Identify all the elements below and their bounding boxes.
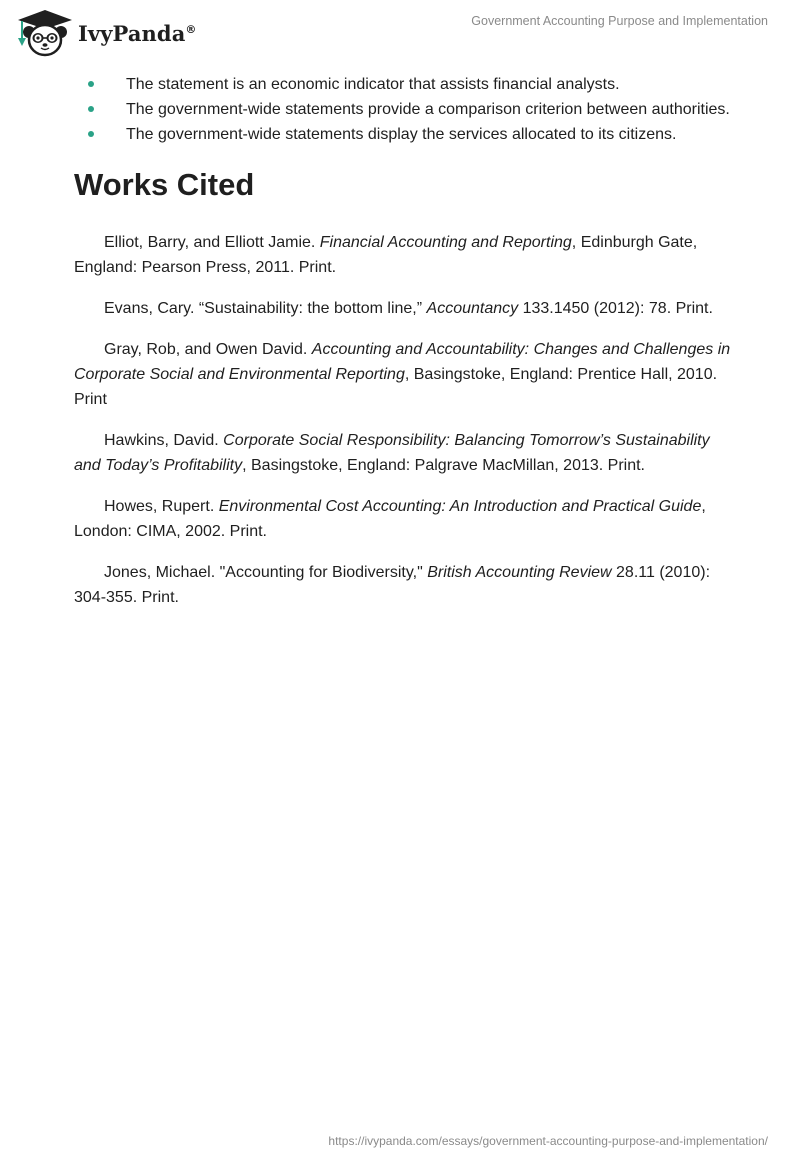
list-item-text: The government-wide statements provide a comparison criterion between authorities. <box>126 101 730 118</box>
panda-graduate-icon <box>14 8 76 58</box>
reference-author: Elliot, Barry, and Elliott Jamie. <box>104 234 320 251</box>
reference-author: Gray, Rob, and Owen David. <box>104 341 312 358</box>
list-item <box>74 72 734 97</box>
reference-details: , Basingstoke, England: Prentice Hall, 2010. Print <box>74 366 718 408</box>
reference-details: , Basingstoke, England: Palgrave MacMillan, 2013. Print. <box>242 457 645 474</box>
reference-details: 28.11 (2010): 304-355. Print. <box>74 564 711 606</box>
reference-entry <box>74 428 734 478</box>
list-item-text: The statement is an economic indicator that assists financial analysts. <box>126 76 620 93</box>
reference-title: British Accounting Review <box>427 564 612 581</box>
reference-author: Evans, Cary. “Sustainability: the bottom line,” <box>104 300 427 317</box>
reference-author: Jones, Michael. "Accounting for Biodiversity," <box>104 564 428 581</box>
list-item <box>74 122 734 147</box>
reference-details: 133.1450 (2012): 78. Print. <box>518 300 713 317</box>
list-item-text: The government-wide statements display the services allocated to its citizens. <box>126 126 677 143</box>
reference-title: Financial Accounting and Reporting <box>319 234 572 251</box>
reference-author: Howes, Rupert. <box>104 498 219 515</box>
reference-entry <box>74 296 734 321</box>
works-cited-heading: Works Cited <box>74 167 255 202</box>
source-url-link[interactable]: https://ivypanda.com/essays/government-accounting-purpose-and-implementation/ <box>328 1134 768 1148</box>
bullet-list <box>74 72 734 147</box>
reference-title: Accountancy <box>426 300 519 317</box>
reference-author: Hawkins, David. <box>104 432 224 449</box>
ivypanda-logo[interactable] <box>14 8 197 58</box>
reference-entry <box>74 337 734 412</box>
reference-title: Environmental Cost Accounting: An Introduction and Practical Guide <box>218 498 702 515</box>
reference-details: , London: CIMA, 2002. Print. <box>74 498 706 540</box>
registered-mark: ® <box>185 22 197 36</box>
reference-details: , Edinburgh Gate, England: Pearson Press, 2011. Print. <box>74 234 698 276</box>
reference-entry <box>74 560 734 610</box>
bullet-dot-icon <box>88 131 94 137</box>
document-title: Government Accounting Purpose and Implementation <box>471 14 768 28</box>
document-body <box>74 72 734 626</box>
bullet-dot-icon <box>88 106 94 112</box>
reference-title: Corporate Social Responsibility: Balancing Tomorrow’s Sustainability and Today’s Profitability <box>74 432 710 474</box>
bullet-dot-icon <box>88 81 94 87</box>
page-header <box>0 0 800 64</box>
list-item <box>74 97 734 122</box>
brand-name: IvyPanda® <box>78 20 197 46</box>
reference-entry <box>74 494 734 544</box>
reference-entry <box>74 230 734 280</box>
reference-title: Accounting and Accountability: Changes and Challenges in Corporate Social and Environmental Reporting <box>74 341 731 383</box>
